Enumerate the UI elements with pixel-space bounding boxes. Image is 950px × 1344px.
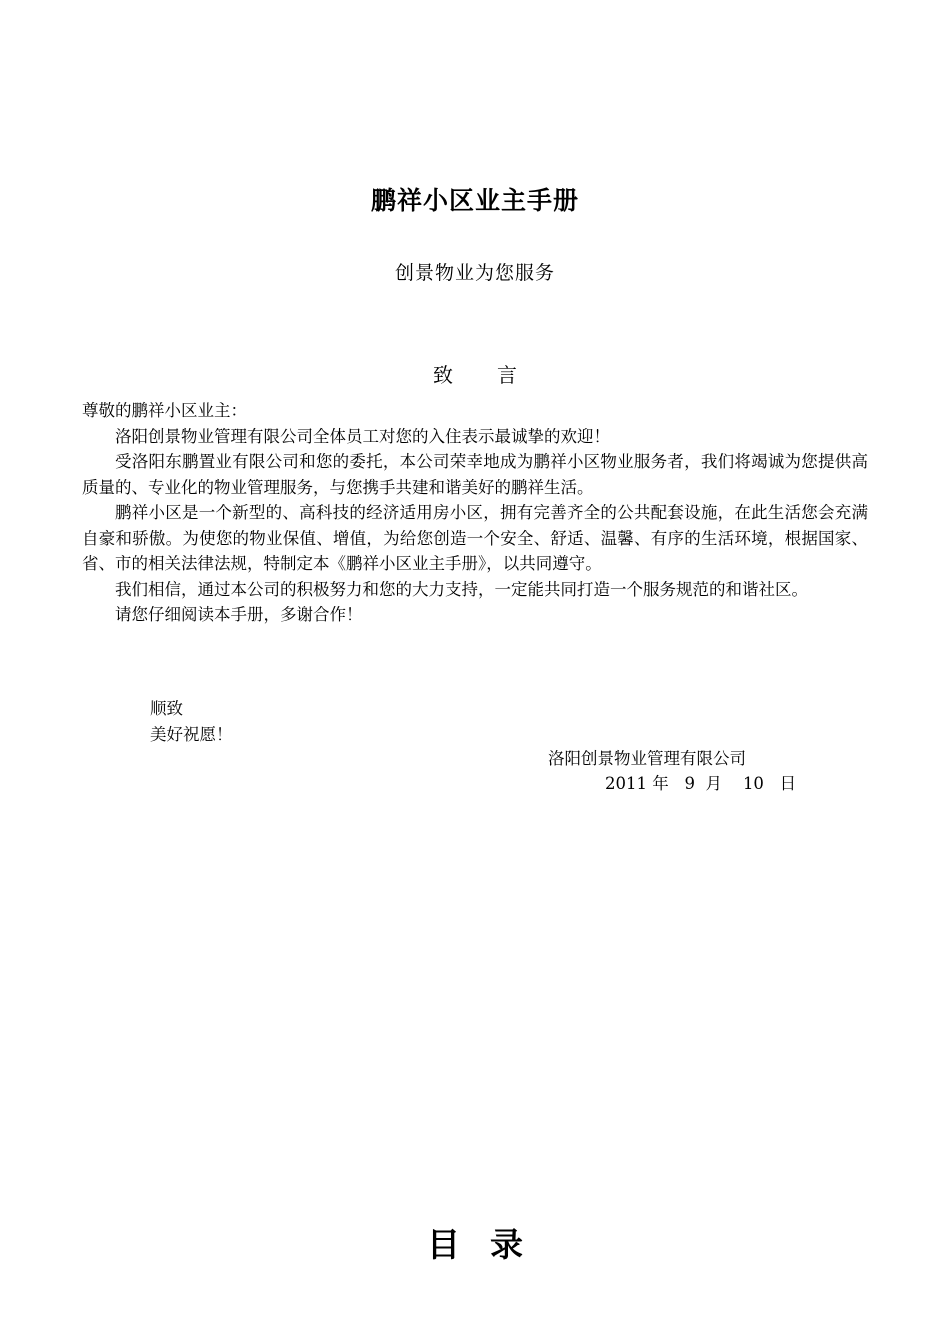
preface-paragraph: 受洛阳东鹏置业有限公司和您的委托，本公司荣幸地成为鹏祥小区物业服务者，我们将竭诚为您提供高质量的、专业化的物业管理服务，与您携手共建和谐美好的鹏祥生活。	[82, 452, 868, 497]
preface-heading-char: 致	[433, 363, 453, 387]
toc-heading-char: 录	[490, 1225, 523, 1264]
toc-heading-char: 目	[427, 1225, 460, 1264]
closing-block	[150, 696, 233, 747]
preface-heading	[0, 360, 950, 390]
closing-line: 顺致	[150, 699, 183, 718]
closing-line: 美好祝愿！	[150, 724, 233, 744]
preface-paragraph: 我们相信，通过本公司的积极努力和您的大力支持，一定能共同打造一个服务规范的和谐社区。	[115, 579, 808, 599]
salutation: 尊敬的鹏祥小区业主：	[82, 401, 247, 420]
preface-paragraph: 鹏祥小区是一个新型的、高科技的经济适用房小区，拥有完善齐全的公共配套设施，在此生活您会充满自豪和骄傲。为使您的物业保值、增值，为给您创造一个安全、舒适、温馨、有序的生活环境，根据国家、省、市的相关法律法规，特制定本《鹏祥小区业主手册》，以共同遵守。	[82, 503, 868, 573]
preface-body	[82, 398, 868, 628]
page-subtitle: 创景物业为您服务	[394, 262, 555, 284]
page-title: 鹏祥小区业主手册	[370, 186, 579, 215]
preface-paragraph: 洛阳创景物业管理有限公司全体员工对您的入住表示最诚挚的欢迎！	[115, 426, 610, 446]
preface-paragraph: 请您仔细阅读本手册，多谢合作！	[115, 605, 363, 624]
toc-heading	[0, 1220, 950, 1270]
signature-date: 2011 年 9 月 10 日	[605, 774, 797, 793]
signature-company: 洛阳创景物业管理有限公司	[548, 749, 746, 768]
preface-heading-char: 言	[497, 363, 517, 387]
